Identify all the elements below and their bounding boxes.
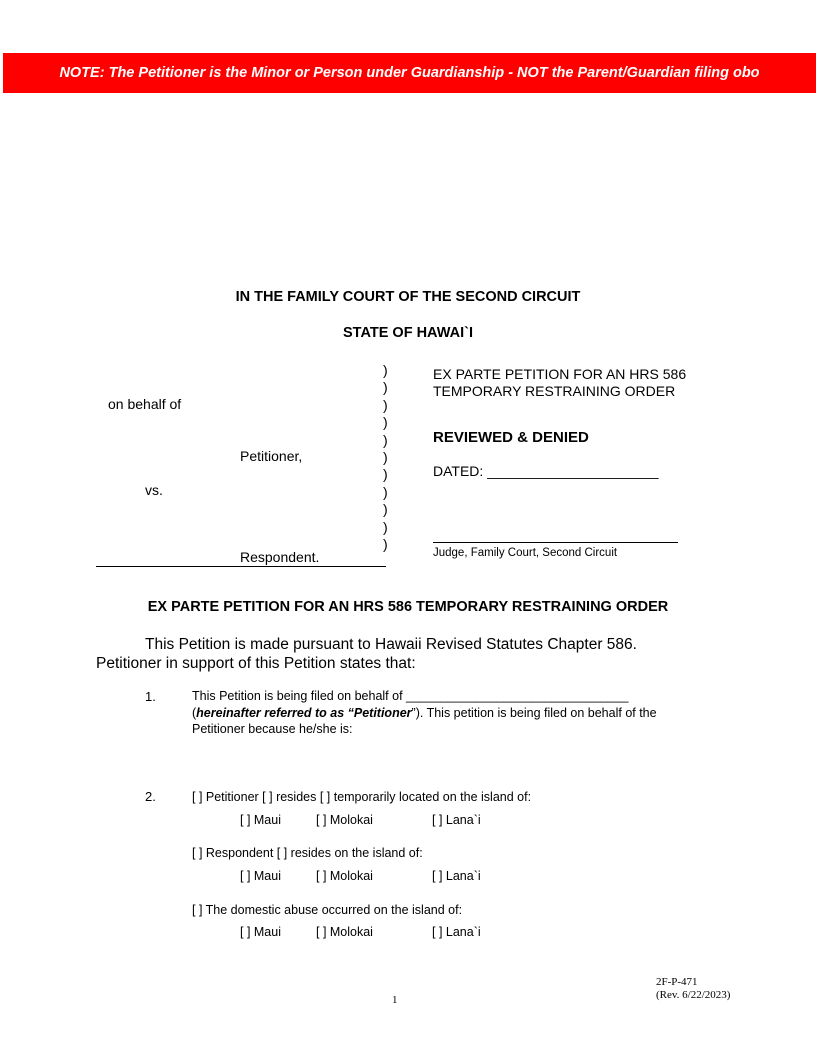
petitioner-label: Petitioner,	[240, 448, 303, 464]
island-checkbox[interactable]: [ ] Maui	[240, 869, 281, 883]
island-checkbox[interactable]: [ ] Molokai	[316, 869, 373, 883]
caption-paren: )	[383, 518, 388, 535]
island-checkbox[interactable]: [ ] Lana`i	[432, 925, 481, 939]
item1-bold: hereinafter referred to as “Petitioner	[196, 706, 412, 720]
right-title-line1: EX PARTE PETITION FOR AN HRS 586	[433, 366, 687, 382]
item2-petitioner-question[interactable]: [ ] Petitioner [ ] resides [ ] temporarily located on the island of:	[192, 790, 532, 804]
caption-paren: )	[383, 483, 388, 500]
state-heading: STATE OF HAWAI`I	[343, 325, 473, 341]
caption-underline	[96, 566, 386, 567]
caption-paren: )	[383, 431, 388, 448]
caption-paren: )	[383, 396, 388, 413]
item1-number: 1.	[145, 689, 156, 704]
island-checkbox[interactable]: [ ] Molokai	[316, 813, 373, 827]
respondent-label: Respondent.	[240, 549, 320, 565]
item1-line1[interactable]: This Petition is being filed on behalf of ________________________________	[192, 689, 629, 703]
vs-label: vs.	[145, 482, 163, 498]
judge-label: Judge, Family Court, Second Circuit	[433, 547, 618, 559]
revision-date: (Rev. 6/22/2023)	[656, 989, 731, 1001]
island-checkbox[interactable]: [ ] Maui	[240, 813, 281, 827]
item2-number: 2.	[145, 789, 156, 804]
caption-paren: )	[383, 414, 388, 431]
dated-field[interactable]: DATED: ______________________	[433, 463, 659, 479]
item1-line2-rest: ”). This petition is being filed on behalf of the	[411, 706, 657, 720]
caption-paren: )	[383, 362, 388, 378]
island-checkbox[interactable]: [ ] Lana`i	[432, 869, 481, 883]
on-behalf-label: on behalf of	[108, 396, 182, 412]
intro-line2: Petitioner in support of this Petition states that:	[96, 655, 416, 672]
item2-abuse-question[interactable]: [ ] The domestic abuse occurred on the island of:	[192, 903, 463, 917]
item1-line3: Petitioner because he/she is:	[192, 722, 353, 736]
right-title-line2: TEMPORARY RESTRAINING ORDER	[433, 383, 676, 399]
reviewed-denied: REVIEWED & DENIED	[433, 429, 589, 446]
note-banner: NOTE: The Petitioner is the Minor or Person under Guardianship - NOT the Parent/Guardian filing obo	[3, 53, 816, 93]
item2-respondent-question[interactable]: [ ] Respondent [ ] resides on the island of:	[192, 846, 423, 860]
island-checkbox[interactable]: [ ] Lana`i	[432, 813, 481, 827]
form-number: 2F-P-471	[656, 976, 698, 988]
caption-paren: )	[383, 501, 388, 518]
intro-line1: This Petition is made pursuant to Hawaii Revised Statutes Chapter 586.	[145, 636, 637, 653]
caption-paren: )	[383, 449, 388, 465]
caption-paren: )	[383, 379, 388, 396]
document-title: EX PARTE PETITION FOR AN HRS 586 TEMPORARY RESTRAINING ORDER	[147, 599, 669, 615]
item1-line2: (hereinafter referred to as “Petitioner”). This petition is being filed on behalf of the	[192, 706, 657, 720]
caption-paren: )	[383, 536, 388, 552]
island-checkbox[interactable]: [ ] Maui	[240, 925, 281, 939]
page-number: 1	[392, 994, 398, 1006]
judge-signature-line[interactable]	[433, 542, 678, 543]
caption-paren: )	[383, 466, 388, 483]
island-checkbox[interactable]: [ ] Molokai	[316, 925, 373, 939]
court-heading: IN THE FAMILY COURT OF THE SECOND CIRCUIT	[235, 289, 581, 305]
